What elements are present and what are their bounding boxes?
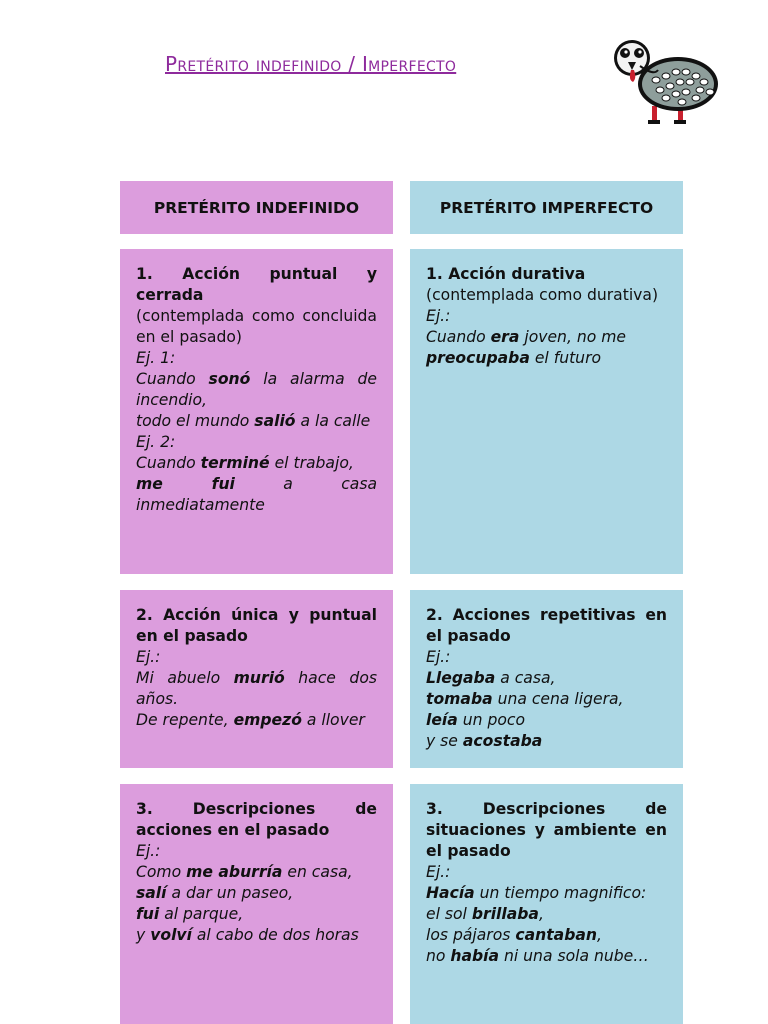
example-sentence: no había ni una sola nube… bbox=[426, 947, 649, 965]
example-sentence: tomaba una cena ligera, bbox=[426, 690, 624, 708]
example-sentence: De repente, empezó a llover bbox=[136, 711, 365, 729]
imperfecto-card-1 bbox=[410, 249, 683, 574]
example-label: Ej.: bbox=[426, 648, 451, 666]
card-heading: 3. Descripciones de situaciones y ambiente en el pasado bbox=[426, 800, 667, 860]
card-heading: 1. Acción durativa bbox=[426, 265, 586, 283]
example-sentence: los pájaros cantaban, bbox=[426, 926, 602, 944]
card-heading: 1. Acción puntual y cerrada bbox=[136, 265, 377, 304]
example-sentence: Cuando terminé el trabajo, bbox=[136, 454, 354, 472]
header-indefinido-label: PRETÉRITO INDEFINIDO bbox=[153, 198, 360, 217]
card-heading: 3. Descripciones de acciones en el pasado bbox=[136, 800, 377, 839]
example-sentence: y volví al cabo de dos horas bbox=[136, 926, 359, 944]
header-imperfecto bbox=[410, 181, 683, 234]
example-sentence: Llegaba a casa, bbox=[426, 669, 556, 687]
imperfecto-card-3 bbox=[410, 784, 683, 1024]
example-label: Ej.: bbox=[136, 842, 161, 860]
example-sentence: me fui a casa inmediatamente bbox=[136, 475, 378, 514]
header-imperfecto-label: PRETÉRITO IMPERFECTO bbox=[439, 198, 654, 217]
card-heading: 2. Acción única y puntual en el pasado bbox=[136, 606, 377, 645]
example-sentence: Mi abuelo murió hace dos años. bbox=[136, 669, 377, 708]
example-sentence: todo el mundo salió a la calle bbox=[136, 412, 371, 430]
card-description: (contemplada como concluida en el pasado) bbox=[136, 307, 377, 346]
example-sentence: el sol brillaba, bbox=[426, 905, 544, 923]
example-sentence: preocupaba el futuro bbox=[426, 349, 602, 367]
card-heading: 2. Acciones repetitivas en el pasado bbox=[426, 606, 667, 645]
example-label: Ej. 1: bbox=[136, 349, 176, 367]
example-sentence: Cuando sonó la alarma de incendio, bbox=[136, 370, 378, 409]
imperfecto-card-2 bbox=[410, 590, 683, 768]
indefinido-card-3 bbox=[120, 784, 393, 1024]
indefinido-card-1 bbox=[120, 249, 393, 574]
example-sentence: Hacía un tiempo magnifico: bbox=[426, 884, 647, 902]
page-title: Pretérito indefinido / Imperfecto bbox=[165, 52, 457, 76]
example-sentence: salí a dar un paseo, bbox=[136, 884, 294, 902]
header-indefinido bbox=[120, 181, 393, 234]
example-label: Ej. 2: bbox=[136, 433, 176, 451]
example-sentence: fui al parque, bbox=[136, 905, 244, 923]
example-sentence: Cuando era joven, no me bbox=[426, 328, 627, 346]
example-sentence: Como me aburría en casa, bbox=[136, 863, 353, 881]
card-description: (contemplada como durativa) bbox=[426, 286, 659, 304]
example-label: Ej.: bbox=[426, 307, 451, 325]
example-sentence: y se acostaba bbox=[426, 732, 543, 750]
indefinido-card-2 bbox=[120, 590, 393, 768]
bird-illustration-icon bbox=[604, 36, 722, 126]
example-label: Ej.: bbox=[426, 863, 451, 881]
example-sentence: leía un poco bbox=[426, 711, 526, 729]
example-label: Ej.: bbox=[136, 648, 161, 666]
